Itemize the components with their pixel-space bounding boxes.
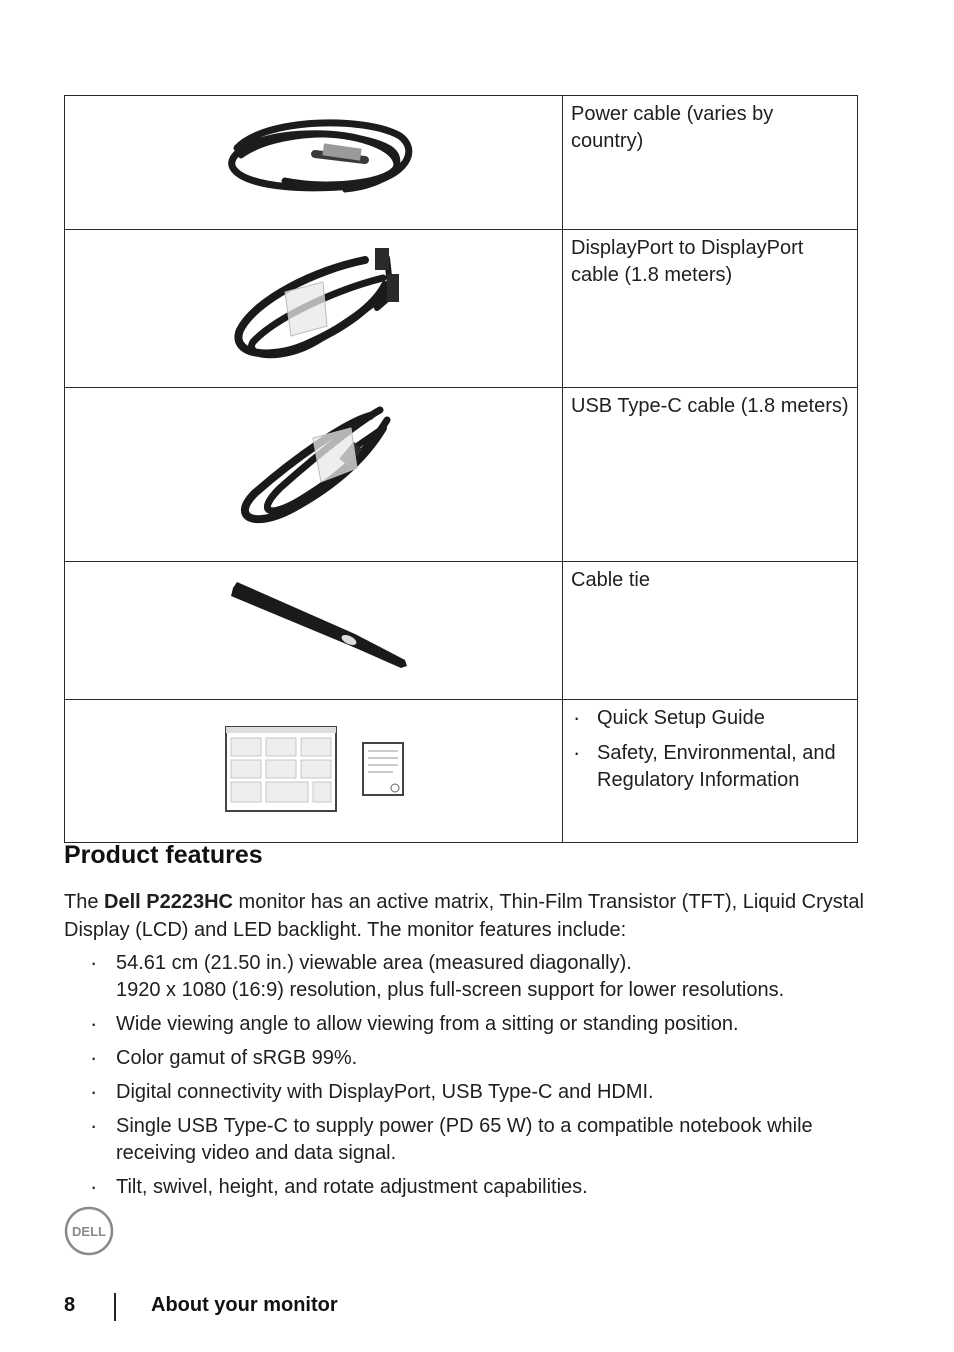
list-item <box>64 950 864 1004</box>
feature-text: · Tilt, swivel, height, and rotate adjustment capabilities. <box>116 1176 588 1198</box>
power-cable-icon <box>65 96 562 224</box>
feature-text: · Color gamut of sRGB 99%. <box>116 1047 358 1069</box>
logo-text: DELL <box>72 1224 106 1239</box>
cable-tie-icon <box>65 562 562 694</box>
package-contents-table <box>64 95 858 843</box>
intro-prefix: The <box>64 891 105 913</box>
footer-divider <box>114 1293 116 1321</box>
usb-type-c-cable-icon <box>65 388 562 556</box>
footer-title: About your monitor <box>151 1294 338 1316</box>
feature-list <box>64 950 864 1208</box>
documents-icon <box>65 700 562 837</box>
feature-text: · Wide viewing angle to allow viewing from a sitting or standing position. <box>116 1013 739 1035</box>
intro-suffix: monitor has an active matrix, Thin-Film Transistor (TFT), Liquid Crystal Display (LCD) and LED backlight. The monitor features include: <box>64 891 864 941</box>
dell-logo-icon <box>64 1206 114 1256</box>
intro-paragraph <box>64 888 864 944</box>
displayport-cable-icon <box>65 230 562 382</box>
list-item: · Quick Setup Guide <box>571 705 849 732</box>
page-number: 8 <box>64 1294 76 1316</box>
table-row <box>65 562 858 700</box>
table-row <box>65 388 858 562</box>
feature-text: · Single USB Type-C to supply power (PD 65 W) to a compatible notebook while receiving video and data signal. <box>116 1115 813 1164</box>
list-item <box>64 1011 864 1038</box>
documents-list <box>571 705 849 794</box>
table-row <box>65 700 858 843</box>
list-item <box>64 1079 864 1106</box>
section-title: Product features <box>64 841 263 869</box>
description-cell: USB Type-C cable (1.8 meters) <box>563 388 858 562</box>
image-cell <box>65 96 563 230</box>
feature-text: · 54.61 cm (21.50 in.) viewable area (measured diagonally). <box>116 952 632 974</box>
feature-text: · Digital connectivity with DisplayPort, USB Type-C and HDMI. <box>116 1081 654 1103</box>
table-row <box>65 230 858 388</box>
model-name: Dell P2223HC <box>104 891 233 913</box>
table-row <box>65 96 858 230</box>
image-cell <box>65 700 563 843</box>
list-item <box>64 1113 864 1167</box>
list-item <box>64 1174 864 1201</box>
list-item: · Safety, Environmental, and Regulatory Information <box>571 740 849 794</box>
description-cell: Cable tie <box>563 562 858 700</box>
feature-text-continued: 1920 x 1080 (16:9) resolution, plus full-screen support for lower resolutions. <box>116 979 785 1001</box>
image-cell <box>65 388 563 562</box>
description-cell: Power cable (varies by country) <box>563 96 858 230</box>
list-item <box>64 1045 864 1072</box>
image-cell <box>65 562 563 700</box>
image-cell <box>65 230 563 388</box>
description-cell: DisplayPort to DisplayPort cable (1.8 meters) <box>563 230 858 388</box>
description-cell <box>563 700 858 843</box>
